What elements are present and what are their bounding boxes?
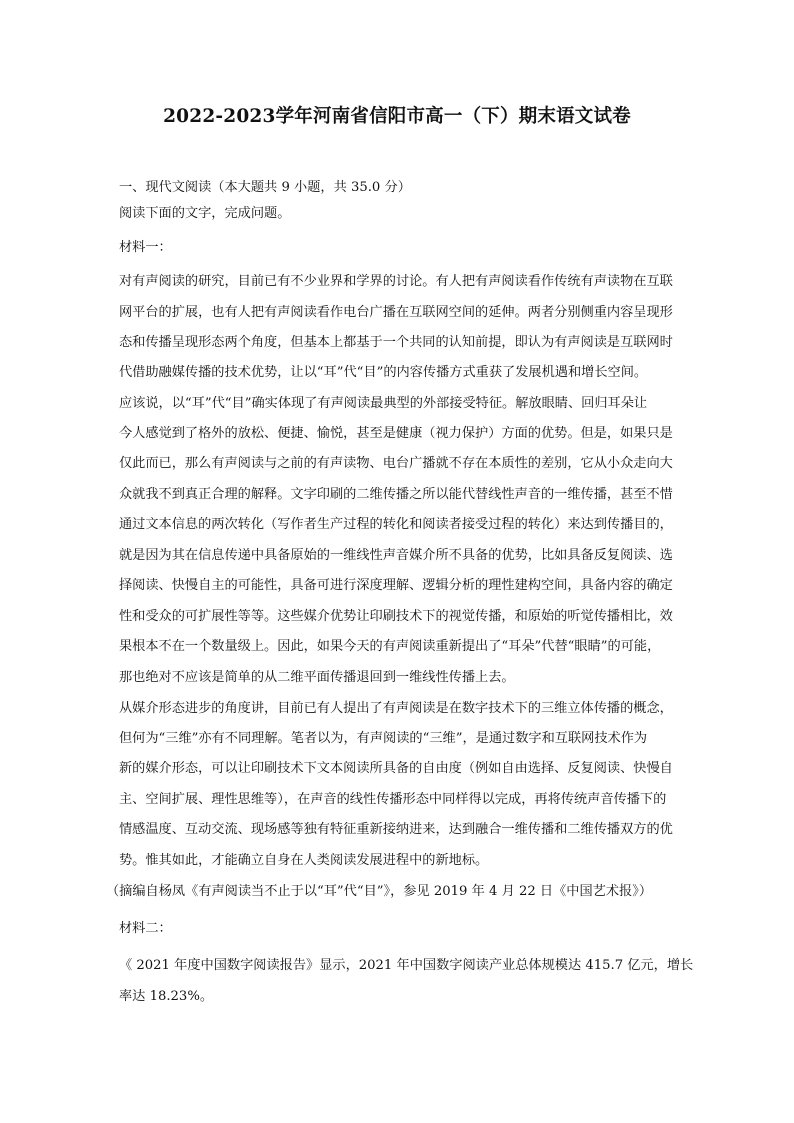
- paragraph-2-line: 果根本不在一个数量级上。因此，如果今天的有声阅读重新提出了“耳朵”代替“眼睛”的可能，: [119, 639, 661, 654]
- intro-text: 阅读下面的文字，完成问题。: [119, 206, 291, 221]
- section-heading: [119, 176, 411, 195]
- paragraph-3-line: 但何为“三维”亦有不同理解。笔者以为，有声阅读的“三维”，是通过数字和互联网技术作为: [119, 731, 648, 746]
- paragraph-2-line: 今人感觉到了格外的放松、便捷、愉悦，甚至是健康（视力保护）方面的优势。但是，如果只是: [119, 426, 673, 441]
- paragraph-3-line: 势。惟其如此，才能确立自身在人类阅读发展进程中的新地标。: [119, 853, 489, 868]
- paragraph-1-line: 网平台的扩展，也有人把有声阅读看作电台广播在互联网空间的延伸。两者分别侧重内容呈现形: [119, 305, 673, 320]
- paragraph-2-line: 众就我不到真正合理的解释。文字印刷的二维传播之所以能代替线性声音的一维传播，甚至不惜: [119, 487, 673, 502]
- paragraph-3-line: 从媒介形态进步的角度讲，目前已有人提出了有声阅读是在数字技术下的三维立体传播的概念，: [119, 701, 673, 716]
- paragraph-2-line: 通过文本信息的两次转化（写作者生产过程的转化和阅读者接受过程的转化）来达到传播目的，: [119, 517, 673, 532]
- source-citation: （摘编自杨凤《有声阅读当不止于以“耳”代“目”》，参见 2019 年 4 月 22 日《中国艺术报》）: [106, 884, 653, 899]
- paragraph-4-line: 率达 18.23%。: [119, 989, 214, 1004]
- paragraph-4-line: 《 2021 年度中国数字阅读报告》显示，2021 年中国数字阅读产业总体规模达 415.7 亿元，增长: [119, 958, 694, 973]
- paragraph-2-line: 应该说，以“耳”代“目”确实体现了有声阅读最典型的外部接受特征。解放眼睛、回归耳朵让: [119, 396, 648, 411]
- paragraph-3-line: 情感温度、互动交流、现场感等独有特征重新接纳进来，达到融合一维传播和二维传播双方的优: [119, 822, 673, 837]
- material-1-label: 材料一：: [119, 240, 172, 255]
- paragraph-2-line: 性和受众的可扩展性等等。这些媒介优势让印刷技术下的视觉传播，和原始的听觉传播相比，效: [119, 609, 673, 624]
- material-2-label: 材料二：: [119, 921, 172, 936]
- section-heading-text: 一、现代文阅读（本大题共 9 小题，共 35.0 分）: [119, 180, 411, 195]
- paragraph-1-line: 对有声阅读的研究，目前已有不少业界和学界的讨论。有人把有声阅读看作传统有声读物在互联: [119, 274, 673, 289]
- paragraph-3-line: 新的媒介形态，可以让印刷技术下文本阅读所具备的自由度（例如自由选择、反复阅读、快慢自: [119, 761, 673, 776]
- paragraph-2-line: 仅此而已，那么有声阅读与之前的有声读物、电台广播就不存在本质性的差别，它从小众走向大: [119, 456, 673, 471]
- paragraph-1-line: 代借助融媒传播的技术优势，让以“耳”代“目”的内容传播方式重获了发展机遇和增长空间。: [119, 365, 648, 380]
- page-title: 2022-2023学年河南省信阳市高一（下）期末语文试卷: [163, 106, 631, 127]
- paragraph-2-line: 择阅读、快慢自主的可能性，具备可进行深度理解、逻辑分析的理性建构空间，具备内容的确定: [119, 578, 673, 593]
- paragraph-3-line: 主、空间扩展、理性思维等），在声音的线性传播形态中同样得以完成，再将传统声音传播下的: [119, 792, 667, 807]
- paragraph-1-line: 态和传播呈现形态两个角度，但基本上都基于一个共同的认知前提，即认为有声阅读是互联网时: [119, 335, 673, 350]
- paragraph-2-line: 就是因为其在信息传递中具备原始的一维线性声音媒介所不具备的优势，比如具备反复阅读、选: [119, 548, 673, 563]
- paragraph-2-line: 那也绝对不应该是简单的从二维平面传播退回到一维线性传播上去。: [119, 670, 515, 685]
